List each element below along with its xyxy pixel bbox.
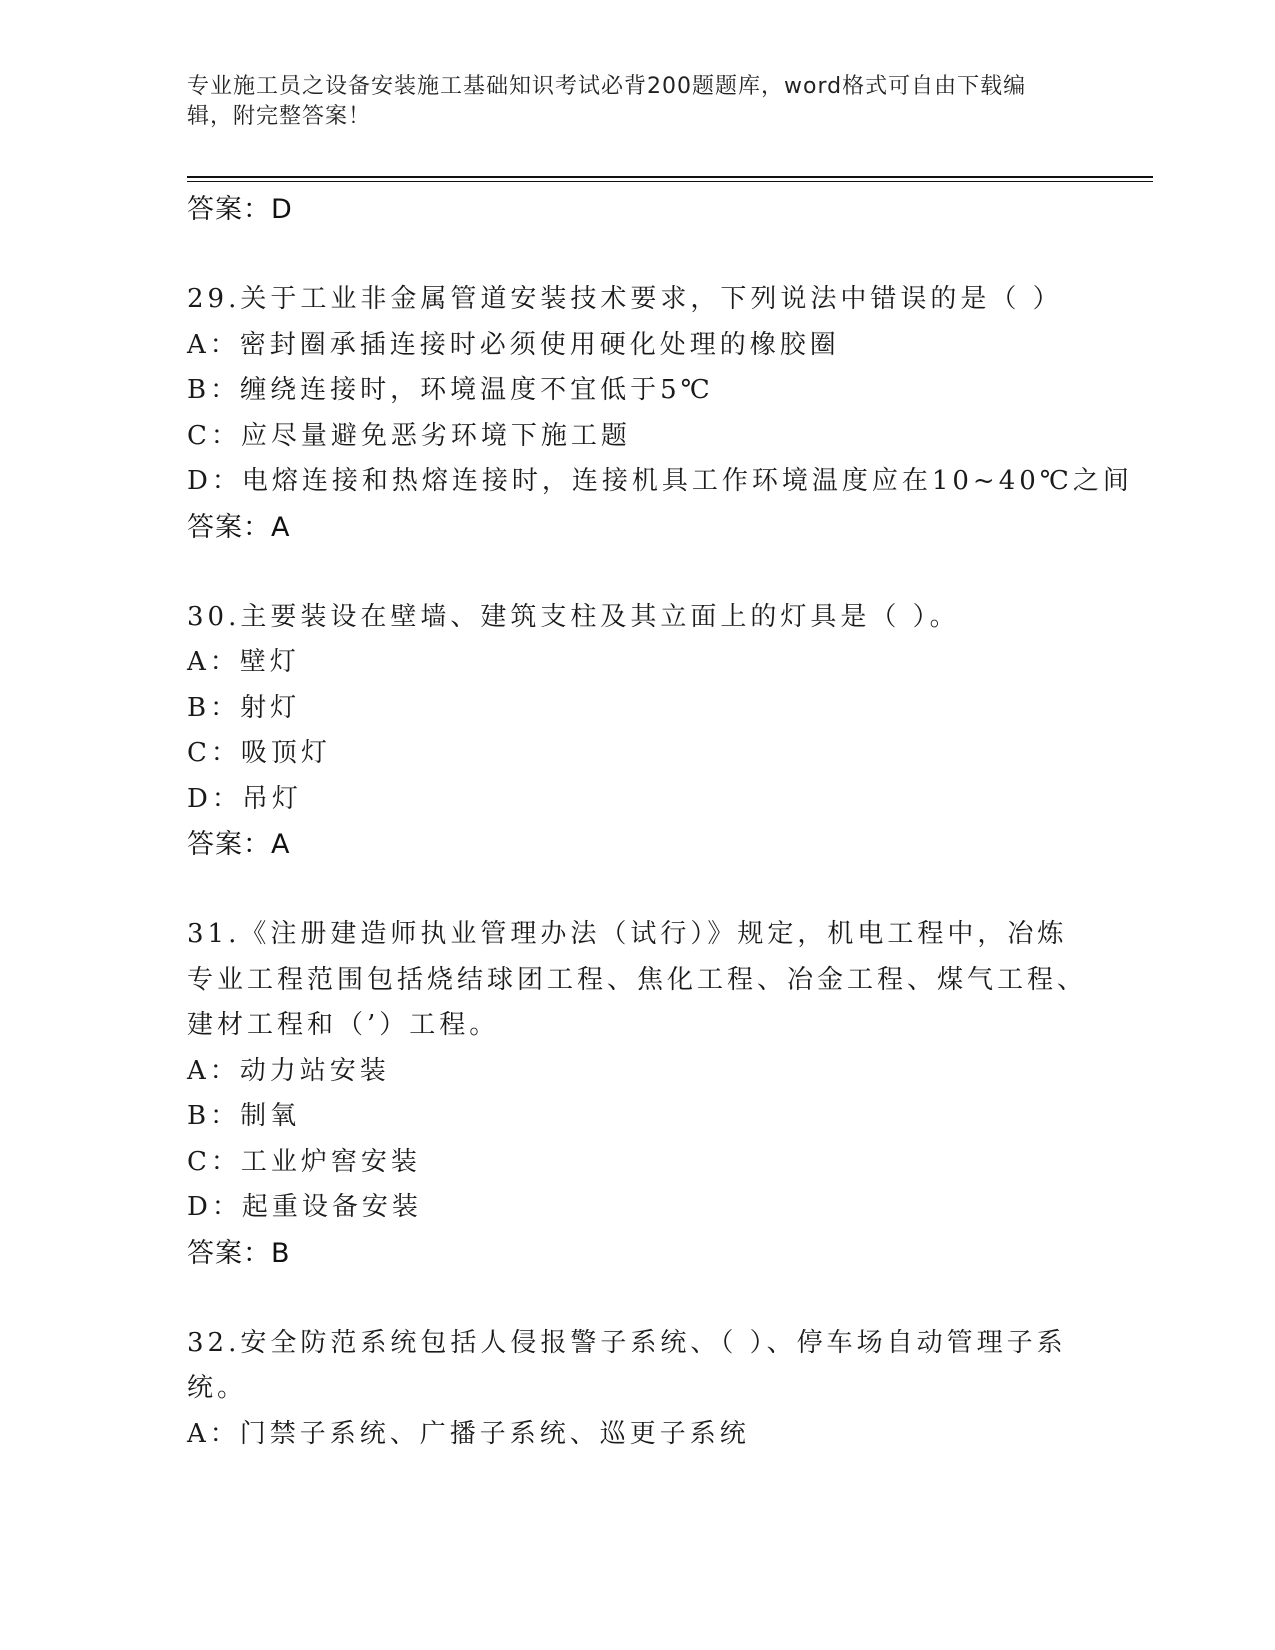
answer-line: 答案：A: [187, 829, 291, 860]
option-a: A：密封圈承插连接时必须使用硬化处理的橡胶圈: [187, 329, 840, 360]
option-a: A：动力站安装: [187, 1055, 390, 1086]
option-a: A：门禁子系统、广播子系统、巡更子系统: [187, 1418, 750, 1449]
question-block: [187, 1321, 1087, 1458]
option-a: A：壁灯: [187, 647, 300, 677]
option-b: B：制氧: [187, 1101, 301, 1131]
question-block: [187, 912, 1087, 1277]
option-b: B：缠绕连接时，环境温度不宜低于5℃: [187, 375, 714, 405]
question-block: [187, 277, 1133, 551]
option-d: D：吊灯: [187, 783, 302, 814]
question-block: [187, 595, 1087, 869]
option-d: D：电熔连接和热熔连接时，连接机具工作环境温度应在10~40℃之间: [187, 466, 1133, 496]
question-list: [187, 187, 1133, 1457]
answer-line: 答案：D: [187, 194, 293, 225]
question-text: 31.《注册建造师执业管理办法（试行）》规定，机电工程中，冶炼专业工程范围包括烧结球团工程、焦化工程、冶金工程、煤气工程、建材工程和（’）工程。: [187, 919, 1088, 1040]
question-text: 30.主要装设在壁墙、建筑支柱及其立面上的灯具是（ ）。: [187, 601, 960, 632]
answer-line: 答案：A: [187, 511, 291, 543]
question-text: 32.安全防范系统包括人侵报警子系统、（ ）、停车场自动管理子系统。: [187, 1327, 1067, 1403]
option-d: D：起重设备安装: [187, 1192, 422, 1222]
header-divider-thin: [187, 181, 1153, 182]
option-c: C：应尽量避免恶劣环境下施工题: [187, 420, 631, 451]
option-c: C：工业炉窖安装: [187, 1146, 421, 1177]
option-c: C：吸顶灯: [187, 738, 331, 768]
option-b: B：射灯: [187, 692, 301, 723]
answer-line: 答案：B: [187, 1237, 291, 1269]
document-header: 专业施工员之设备安装施工基础知识考试必背200题题库，word格式可自由下载编辑，附完整答案！: [187, 74, 1027, 129]
question-text: 29.关于工业非金属管道安装技术要求，下列说法中错误的是（ ）: [187, 284, 1063, 314]
header-divider: [187, 176, 1153, 178]
